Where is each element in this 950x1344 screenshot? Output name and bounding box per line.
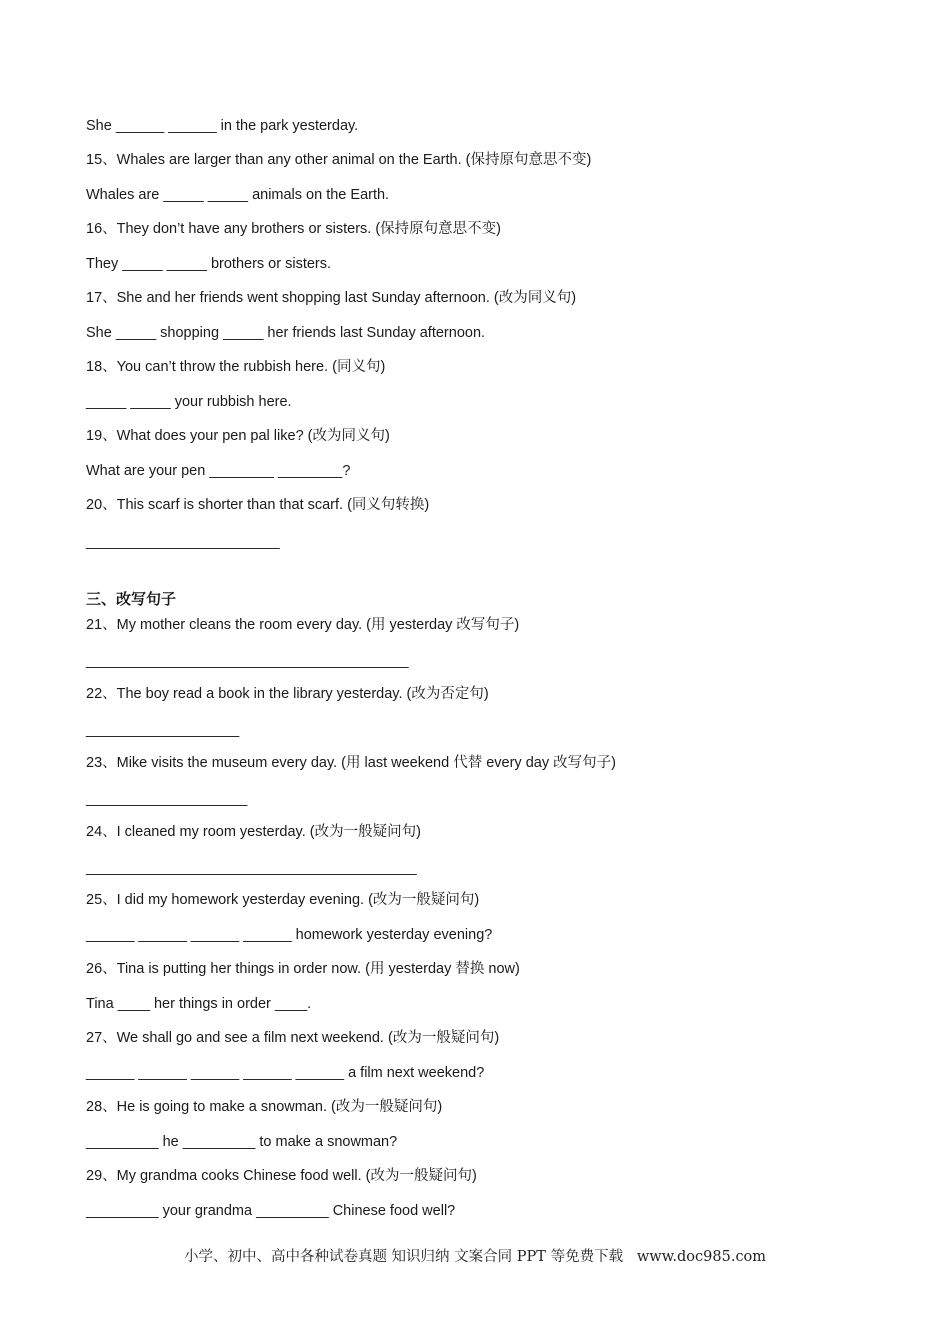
answer-line-18: _____ _____ your rubbish here. [86,394,292,410]
text-line: She ______ ______ in the park yesterday. [86,118,359,134]
question-16: 16、They don’t have any brothers or sisters. (保持原句意思不变) [86,221,501,237]
question-19: 19、What does your pen pal like? (改为同义句) [86,428,390,444]
question-20: 20、This scarf is shorter than that scarf. (同义句转换) [86,497,430,513]
answer-line-16: They _____ _____ brothers or sisters. [86,256,332,272]
page-footer: 小学、初中、高中各种试卷真题 知识归纳 文案合同 PPT 等免费下载 www.doc985.com [183,1249,767,1265]
question-28: 28、He is going to make a snowman. (改为一般疑问句) [86,1099,443,1115]
question-26: 26、Tina is putting her things in order now. (用 yesterday 替换 now) [86,961,520,977]
answer-line-17: She _____ shopping _____ her friends last Sunday afternoon. [86,325,486,341]
answer-line-28: _________ he _________ to make a snowman? [86,1134,398,1150]
answer-line-15: Whales are _____ _____ animals on the Earth. [86,187,390,203]
answer-line-24: _________________________________________ [86,860,417,876]
answer-line-29: _________ your grandma _________ Chinese food well? [86,1203,456,1219]
question-15: 15、Whales are larger than any other animal on the Earth. (保持原句意思不变) [86,152,592,168]
question-23: 23、Mike visits the museum every day. (用 last weekend 代替 every day 改写句子) [86,755,616,771]
question-18: 18、You can’t throw the rubbish here. (同义句) [86,359,386,375]
question-25: 25、I did my homework yesterday evening. (改为一般疑问句) [86,892,480,908]
answer-line-20: ________________________ [86,534,280,550]
answer-line-26: Tina ____ her things in order ____. [86,996,312,1012]
section-heading: 三、改写句子 [86,591,177,608]
question-21: 21、My mother cleans the room every day. (用 yesterday 改写句子) [86,617,520,633]
question-27: 27、We shall go and see a film next weekend. (改为一般疑问句) [86,1030,500,1046]
answer-line-21: ________________________________________ [86,653,409,669]
question-29: 29、My grandma cooks Chinese food well. (改为一般疑问句) [86,1168,477,1184]
answer-line-22: ___________________ [86,722,240,738]
answer-line-23: ____________________ [86,791,248,807]
question-24: 24、I cleaned my room yesterday. (改为一般疑问句) [86,824,421,840]
answer-line-19: What are your pen ________ ________? [86,463,351,479]
answer-line-27: ______ ______ ______ ______ ______ a film next weekend? [86,1065,485,1081]
answer-line-25: ______ ______ ______ ______ homework yesterday evening? [86,927,493,943]
question-17: 17、She and her friends went shopping last Sunday afternoon. (改为同义句) [86,290,577,306]
question-22: 22、The boy read a book in the library yesterday. (改为否定句) [86,686,489,702]
